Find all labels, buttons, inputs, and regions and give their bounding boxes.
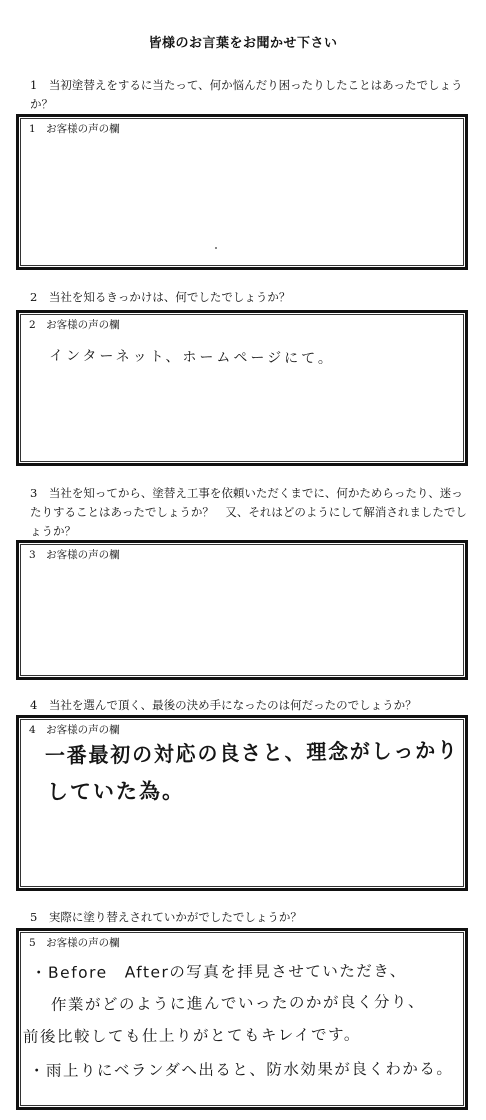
- answer-box-label: 2 お客様の声の欄: [29, 319, 120, 331]
- handwritten-answer: していた為。: [46, 779, 186, 804]
- answer-box-1: [16, 114, 468, 270]
- page-title: 皆様のお言葉をお聞かせ下さい: [148, 36, 338, 51]
- answer-box-2: [16, 310, 468, 466]
- question-1: 1 当初塗替えをするに当たって、何か悩んだり困ったりしたことはあったでしょうか？: [30, 78, 463, 111]
- answer-box-4: [16, 715, 468, 891]
- answer-box-label: 4 お客様の声の欄: [29, 724, 120, 736]
- handwritten-answer: 一番最初の対応の良さと、理念がしっかり: [44, 738, 459, 768]
- answer-box-5: [16, 928, 468, 1110]
- answer-box-label: 5 お客様の声の欄: [29, 937, 120, 949]
- handwritten-answer: ・Before Afterの写真を拝見させていただき、: [30, 962, 407, 982]
- question-5: 5 実際に塗り替えされていかがでしたでしょうか？: [30, 910, 302, 924]
- answer-box-label: 3 お客様の声の欄: [29, 549, 120, 561]
- answer-box-3: [16, 540, 468, 680]
- scan-speck: [215, 247, 217, 249]
- question-4: 4 当社を選んで頂く、最後の決め手になったのは何だったのでしょうか？: [30, 698, 417, 712]
- question-3: 3 当社を知ってから、塗替え工事を依頼いただくまでに、何かためらったり、迷ったりすることはあったでしょうか？ 又、それはどのようにして解消されましたでしょうか？: [30, 486, 467, 538]
- question-2: 2 当社を知るきっかけは、何でしたでしょうか？: [30, 290, 291, 304]
- answer-box-label: 1 お客様の声の欄: [29, 123, 120, 135]
- handwritten-answer: インターネット、ホームページにて。: [48, 348, 335, 367]
- handwritten-answer: ・雨上りにベランダへ出ると、防水効果が良くわかる。: [28, 1059, 454, 1080]
- handwritten-answer: 作業がどのように進んでいったのかが良く分り、: [50, 992, 426, 1014]
- handwritten-answer: 前後比較しても仕上りがとてもキレイです。: [22, 1025, 361, 1046]
